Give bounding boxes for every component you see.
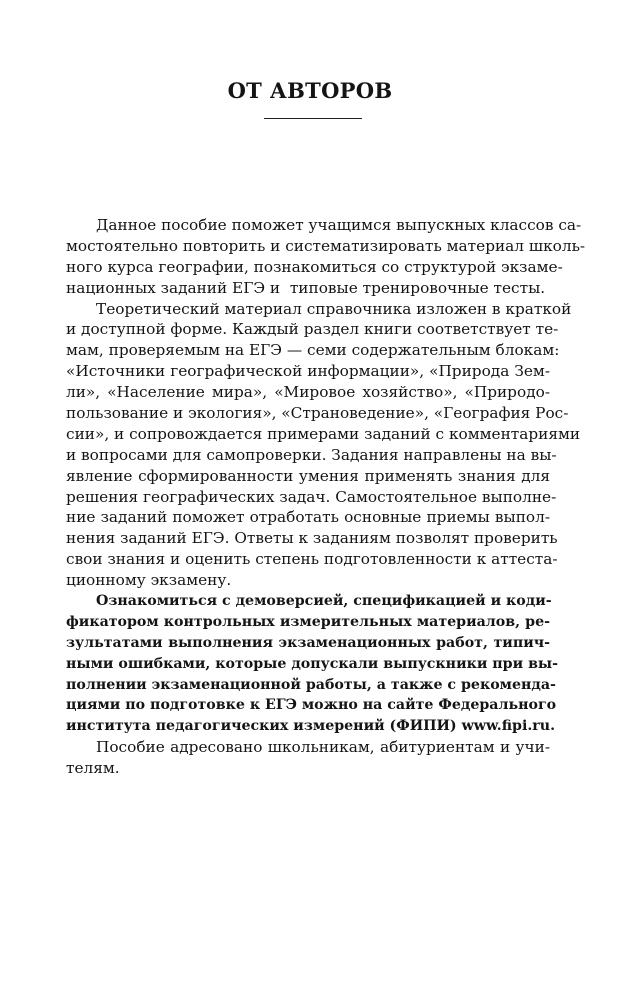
body-text	[66, 215, 586, 779]
page-title: ОТ АВТОРОВ	[227, 78, 393, 103]
paragraph-theory	[66, 299, 581, 591]
text-line: ли», «Население мира», «Мировое хозяйство», «Природо-	[66, 383, 550, 402]
paragraph-fipi	[66, 591, 559, 737]
text-line: циями по подготовке к ЕГЭ можно на сайте Федерального	[66, 697, 557, 714]
text-line: Ознакомиться с демоверсией, спецификацией и коди-	[96, 593, 552, 610]
text-line: и вопросами для самопроверки. Задания направлены на вы-	[66, 445, 557, 464]
text-line: института педагогических измерений (ФИПИ) www.fipi.ru.	[66, 718, 556, 735]
text-line: «Источники географической информации», «Природа Зем-	[66, 362, 550, 381]
text-line: зультатами выполнения экзаменационных работ, типич-	[66, 634, 550, 651]
text-line: и доступной форме. Каждый раздел книги соответствует те-	[66, 320, 559, 339]
text-line: явление сформированности умения применять знания для	[66, 466, 550, 485]
text-line: сии», и сопровождается примерами заданий с комментариями	[66, 424, 581, 443]
text-line: решения географических задач. Самостоятельное выполне-	[66, 487, 557, 506]
title-divider	[264, 118, 362, 119]
text-line: телям.	[66, 759, 120, 778]
text-line: мам, проверяемым на ЕГЭ — семи содержательным блокам:	[66, 341, 560, 360]
text-line: Пособие адресовано школьникам, абитуриентам и учи-	[96, 738, 550, 757]
text-line: свои знания и оценить степень подготовленности к аттеста-	[66, 550, 558, 569]
text-line: Теоретический материал справочника изложен в краткой	[96, 299, 572, 318]
text-line: ными ошибками, которые допускали выпускники при вы-	[66, 655, 559, 672]
text-line: ние заданий поможет отработать основные приемы выпол-	[66, 508, 550, 527]
text-line: национных заданий ЕГЭ и типовые тренировочные тесты.	[66, 278, 546, 297]
text-line: мостоятельно повторить и систематизировать материал школь-	[66, 236, 586, 255]
text-line: ного курса географии, познакомиться со структурой экзаме-	[66, 257, 563, 276]
paragraph-audience	[66, 737, 550, 779]
text-line: полнении экзаменационной работы, а также с рекоменда-	[66, 676, 556, 693]
paragraph-intro	[66, 215, 586, 299]
text-line: нения заданий ЕГЭ. Ответы к заданиям позволят проверить	[66, 529, 558, 548]
text-line: фикатором контрольных измерительных материалов, ре-	[66, 613, 550, 630]
text-line: пользование и экология», «Страноведение», «География Рос-	[66, 404, 569, 423]
text-line: Данное пособие поможет учащимся выпускных классов са-	[96, 216, 582, 234]
text-line: ционному экзамену.	[66, 571, 232, 590]
